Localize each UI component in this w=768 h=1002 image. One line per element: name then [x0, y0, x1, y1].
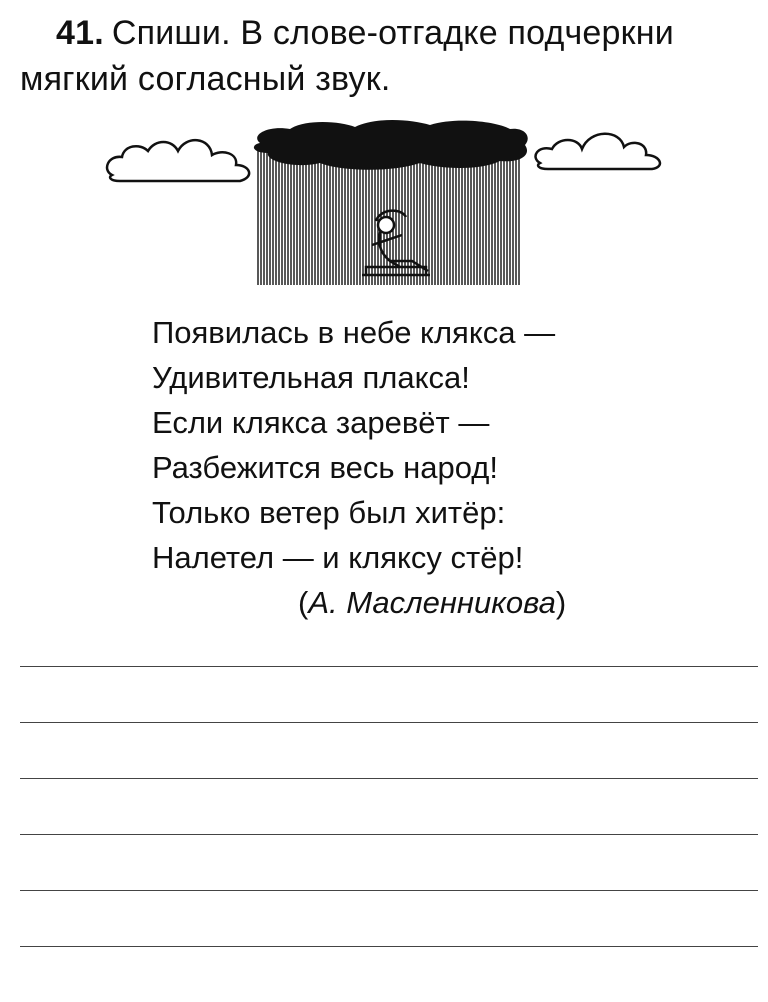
- writing-line: [20, 946, 758, 947]
- poem-line: Если клякса заревёт —: [152, 405, 490, 440]
- poem-line: Только ветер был хитёр:: [152, 495, 506, 530]
- task-instruction: Спиши. В слове-отгадке подчеркни мягкий согласный звук.: [20, 14, 674, 98]
- writing-line: [20, 722, 758, 723]
- writing-line: [20, 778, 758, 779]
- author-paren-open: (: [298, 585, 309, 620]
- poem: [152, 310, 566, 625]
- task-text-block: [20, 10, 760, 102]
- poem-line: Появилась в небе клякса —: [152, 315, 556, 350]
- poem-line: Разбежится весь народ!: [152, 450, 498, 485]
- task-number: 41.: [56, 14, 104, 52]
- poem-author: [152, 580, 566, 625]
- rain-cloud-illustration: [100, 115, 680, 295]
- writing-lines: [20, 666, 758, 1002]
- author-paren-close: ): [555, 585, 567, 620]
- poem-line: Удивительная плакса!: [152, 360, 470, 395]
- author-name: А. Масленникова: [308, 585, 556, 620]
- writing-line: [20, 666, 758, 667]
- left-cloud-icon: [107, 140, 249, 181]
- right-cloud-icon: [536, 134, 660, 169]
- poem-line: Налетел — и кляксу стёр!: [152, 540, 524, 575]
- writing-line: [20, 834, 758, 835]
- dark-cloud-icon: [254, 120, 528, 170]
- writing-line: [20, 890, 758, 891]
